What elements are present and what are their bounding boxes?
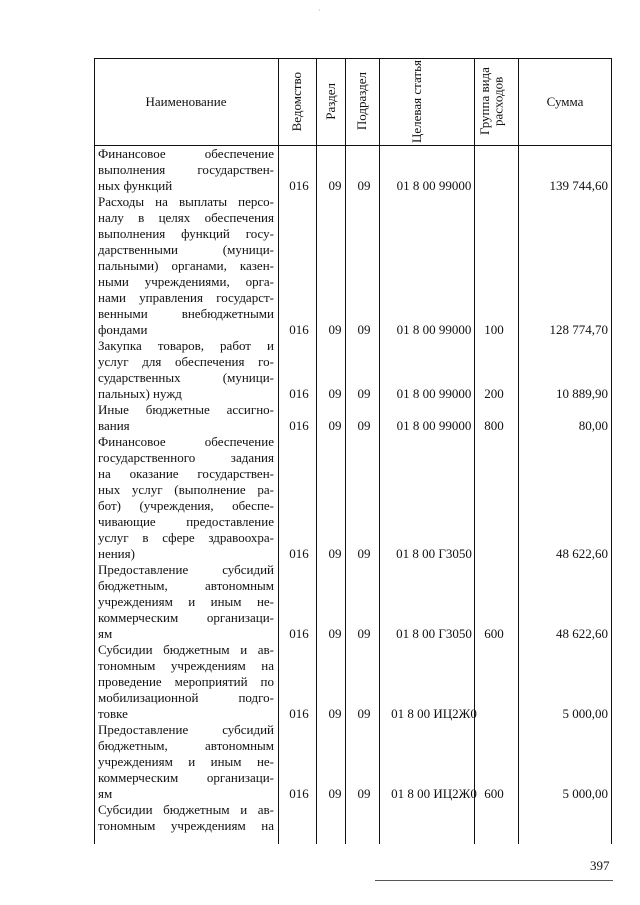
name-line: пальных) нужд xyxy=(98,386,182,401)
name-line: нения) xyxy=(98,546,135,561)
name-line: Финансовое обеспечение xyxy=(98,434,274,449)
column-divider xyxy=(278,58,279,844)
name-line: дарственными (муници- xyxy=(98,242,274,257)
cell-subsection: 09 xyxy=(357,178,371,193)
name-line: услуг для обеспечения го- xyxy=(98,354,274,369)
cell-group: 200 xyxy=(484,386,504,401)
cell-sum: 48 622,60 xyxy=(556,626,608,641)
cell-target: 01 8 00 99000 xyxy=(396,386,472,401)
name-line: чивающие предоставление xyxy=(98,514,274,529)
name-line: Субсидии бюджетным и ав- xyxy=(98,802,274,817)
cell-target: 01 8 00 ИЦ2Ж0 xyxy=(391,786,477,801)
cell-dept: 016 xyxy=(289,546,309,561)
table-row xyxy=(94,178,612,194)
name-line: фондами xyxy=(98,322,148,337)
cell-subsection: 09 xyxy=(357,386,371,401)
column-divider xyxy=(474,58,475,844)
name-line: пальными) органами, казен- xyxy=(98,258,274,273)
cell-dept: 016 xyxy=(289,786,309,801)
cell-section: 09 xyxy=(328,178,342,193)
cell-sum: 5 000,00 xyxy=(562,706,608,721)
name-line: венными внебюджетными xyxy=(98,306,274,321)
name-line: коммерческим организаци- xyxy=(98,610,274,625)
column-divider xyxy=(518,58,519,844)
table-row xyxy=(94,322,612,338)
name-line: государственного задания xyxy=(98,450,274,465)
cell-section: 09 xyxy=(328,706,342,721)
cell-target: 01 8 00 99000 xyxy=(396,322,472,337)
table-row xyxy=(94,546,612,562)
cell-dept: 016 xyxy=(289,386,309,401)
cell-dept: 016 xyxy=(289,626,309,641)
table-border-right xyxy=(611,58,612,844)
name-line: Предоставление субсидий xyxy=(98,722,274,737)
cell-section: 09 xyxy=(328,418,342,433)
cell-subsection: 09 xyxy=(357,706,371,721)
header-dept: Ведомство xyxy=(289,71,305,132)
name-line: налу в целях обеспечения xyxy=(98,210,274,225)
cell-target: 01 8 00 ИЦ2Ж0 xyxy=(391,706,477,721)
page-number: 397 xyxy=(590,858,610,873)
cell-section: 09 xyxy=(328,546,342,561)
cell-group: 600 xyxy=(484,626,504,641)
cell-target: 01 8 00 99000 xyxy=(396,178,472,193)
name-line: Субсидии бюджетным и ав- xyxy=(98,642,274,657)
footer-rule xyxy=(375,880,613,881)
name-line: ными учреждениями, орга- xyxy=(98,274,274,289)
header-sum: Сумма xyxy=(546,93,584,109)
name-line: на оказание государствен- xyxy=(98,466,274,481)
name-line: тономным учреждениям на xyxy=(98,658,274,673)
table-border-left xyxy=(94,58,95,844)
name-line: бюджетным, автономным xyxy=(98,738,274,753)
name-line: мобилизационной подго- xyxy=(98,690,274,705)
cell-sum: 48 622,60 xyxy=(556,546,608,561)
cell-dept: 016 xyxy=(289,322,309,337)
cell-group: 800 xyxy=(484,418,504,433)
name-line: сударственных (муници- xyxy=(98,370,274,385)
name-line: Закупка товаров, работ и xyxy=(98,338,274,353)
column-divider xyxy=(379,58,380,844)
name-line: ных услуг (выполнение ра- xyxy=(98,482,274,497)
table-row xyxy=(94,386,612,402)
header-expense-group: Группа вида расходов xyxy=(477,67,506,136)
name-line: нами управления государст- xyxy=(98,290,274,305)
name-line: выполнения функций госу- xyxy=(98,226,274,241)
cell-subsection: 09 xyxy=(357,626,371,641)
name-line: ных функций xyxy=(98,178,173,193)
table-row xyxy=(94,418,612,434)
name-line: вания xyxy=(98,418,130,433)
cell-sum: 5 000,00 xyxy=(562,786,608,801)
name-line: бот) (учреждения, обеспе- xyxy=(98,498,274,513)
cell-subsection: 09 xyxy=(357,322,371,337)
name-line: коммерческим организаци- xyxy=(98,770,274,785)
cell-section: 09 xyxy=(328,626,342,641)
cell-sum: 80,00 xyxy=(578,418,608,433)
name-line: бюджетным, автономным xyxy=(98,578,274,593)
name-line: Расходы на выплаты персо- xyxy=(98,194,274,209)
cell-sum: 10 889,90 xyxy=(556,386,608,401)
cell-group: 100 xyxy=(484,322,504,337)
cell-subsection: 09 xyxy=(357,546,371,561)
table-row xyxy=(94,786,612,802)
name-line: проведение мероприятий по xyxy=(98,674,274,689)
cell-dept: 016 xyxy=(289,178,309,193)
cell-section: 09 xyxy=(328,322,342,337)
header-target-article: Целевая статья xyxy=(408,59,424,143)
name-line: учреждениям и иным не- xyxy=(98,754,274,769)
cell-target: 01 8 00 Г3050 xyxy=(396,546,472,561)
name-line: Финансовое обеспечение xyxy=(98,146,274,161)
name-line: ям xyxy=(98,786,113,801)
cell-target: 01 8 00 Г3050 xyxy=(396,626,472,641)
column-divider xyxy=(345,58,346,844)
cell-section: 09 xyxy=(328,386,342,401)
name-line: Предоставление субсидий xyxy=(98,562,274,577)
cell-dept: 016 xyxy=(289,706,309,721)
header-section: Раздел xyxy=(322,83,338,120)
table-row xyxy=(94,706,612,722)
table-row xyxy=(94,626,612,642)
header-name: Наименование xyxy=(145,93,227,109)
column-divider xyxy=(316,58,317,844)
cell-sum: 128 774,70 xyxy=(549,322,608,337)
name-line: учреждениям и иным не- xyxy=(98,594,274,609)
cell-subsection: 09 xyxy=(357,786,371,801)
name-line: ям xyxy=(98,626,113,641)
name-line: выполнения государствен- xyxy=(98,162,274,177)
cell-dept: 016 xyxy=(289,418,309,433)
cell-section: 09 xyxy=(328,786,342,801)
name-line: товке xyxy=(98,706,128,721)
name-line: Иные бюджетные ассигно- xyxy=(98,402,274,417)
page-mark: · xyxy=(318,6,321,15)
cell-group: 600 xyxy=(484,786,504,801)
name-line: услуг в сфере здравоохра- xyxy=(98,530,274,545)
cell-sum: 139 744,60 xyxy=(549,178,608,193)
header-subsection: Подраздел xyxy=(354,72,370,131)
budget-table xyxy=(94,58,612,844)
name-line: тономным учреждениям на xyxy=(98,818,274,833)
cell-target: 01 8 00 99000 xyxy=(396,418,472,433)
cell-subsection: 09 xyxy=(357,418,371,433)
